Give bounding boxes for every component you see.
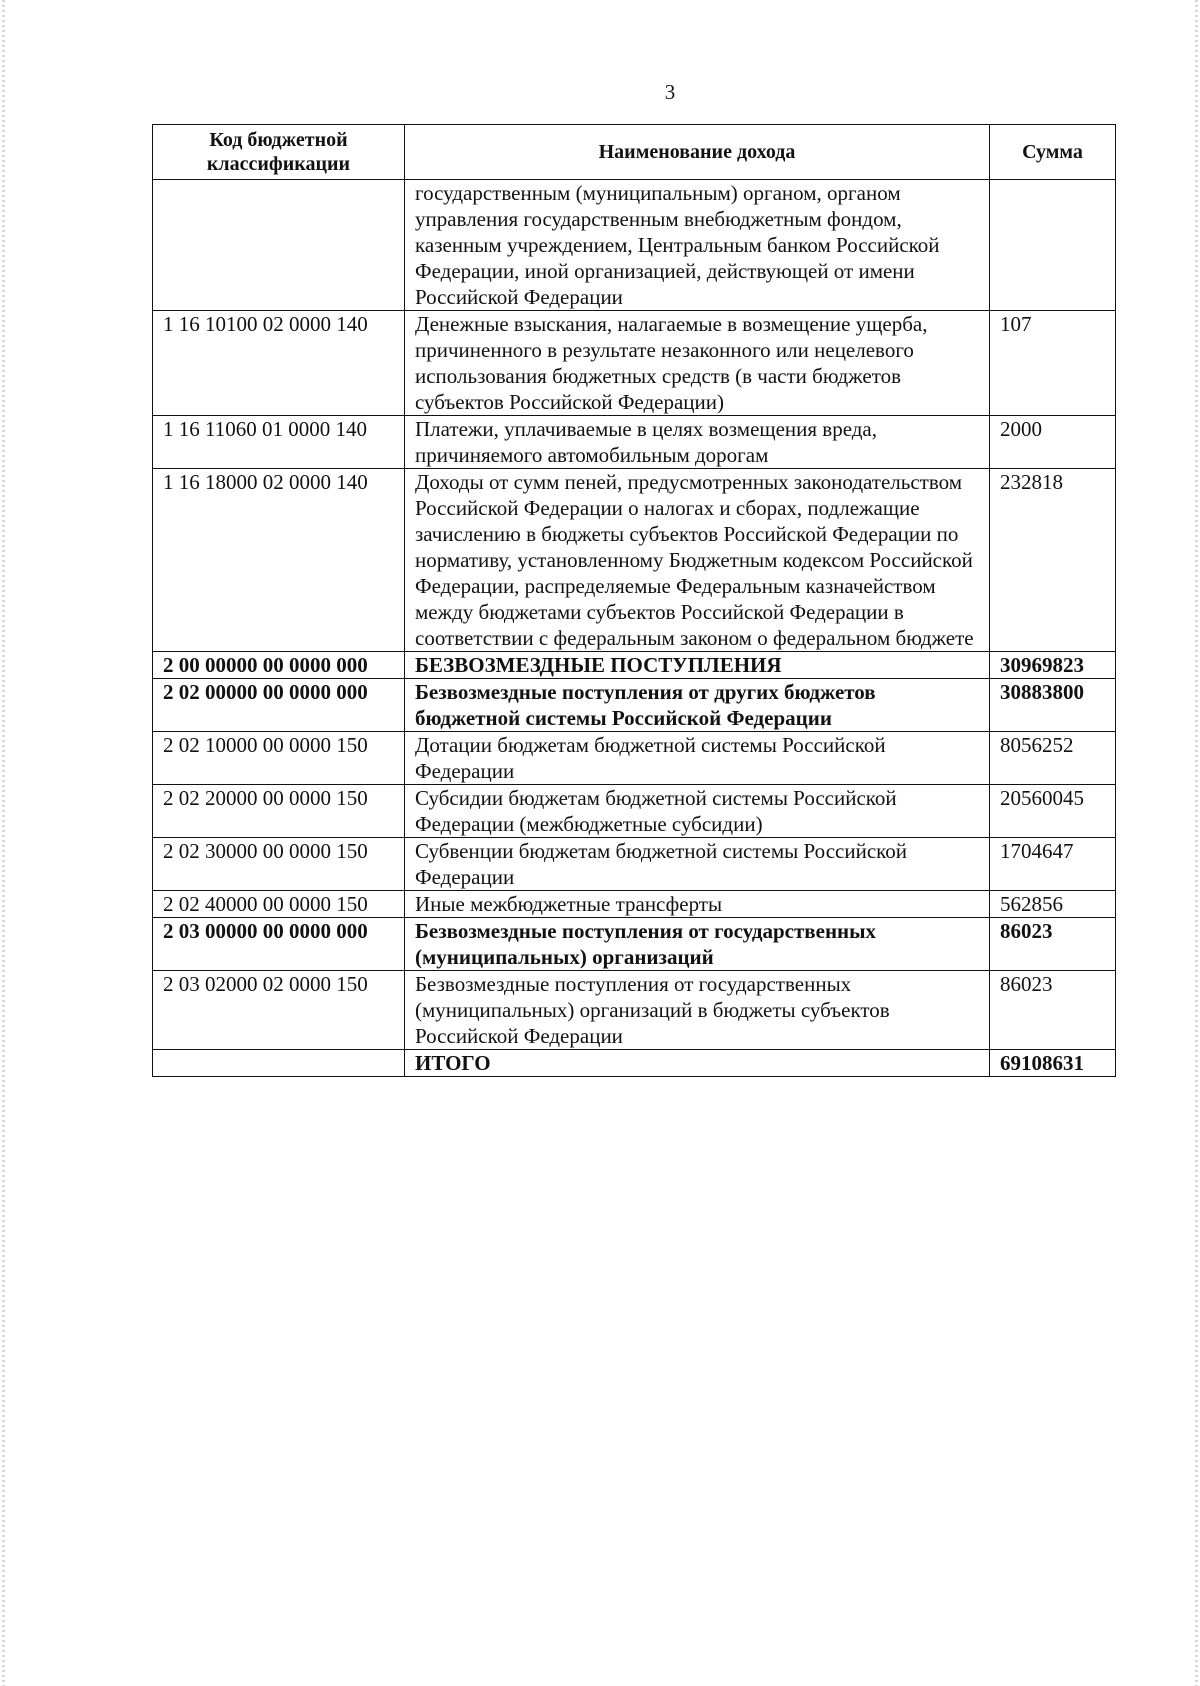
header-name: Наименование дохода [405,125,990,180]
table-body [153,180,1116,1050]
table-row [153,469,1116,652]
row-sum: 2000 [990,416,1116,469]
table-header-row [153,125,1116,180]
income-table [152,124,1116,1077]
row-name: Доходы от сумм пеней, предусмотренных законодательством Российской Федерации о налогах и сборах, подлежащие зачислению в бюджеты субъектов Российской Федерации по нормативу, установленному Бюджетным кодексом Российской Федерации, распределяемые Федеральным казначейством между бюджетами субъектов Российской Федерации в соответствии с федеральным законом о федеральном бюджете [405,469,990,652]
table-row [153,679,1116,732]
row-name: Платежи, уплачиваемые в целях возмещения вреда, причиняемого автомобильным дорогам [405,416,990,469]
row-name: Безвозмездные поступления от государственных (муниципальных) организаций в бюджеты субъектов Российской Федерации [405,971,990,1050]
row-name: Безвозмездные поступления от других бюджетов бюджетной системы Российской Федерации [405,679,990,732]
row-sum: 1704647 [990,838,1116,891]
row-code: 1 16 11060 01 0000 140 [153,416,405,469]
table-row [153,785,1116,838]
header-code: Код бюджетной классификации [153,125,405,180]
row-name: Денежные взыскания, налагаемые в возмещение ущерба, причиненного в результате незаконного или нецелевого использования бюджетных средств (в части бюджетов субъектов Российской Федерации) [405,311,990,416]
row-sum: 86023 [990,918,1116,971]
row-code: 2 03 00000 00 0000 000 [153,918,405,971]
row-code: 2 02 20000 00 0000 150 [153,785,405,838]
row-name: Субсидии бюджетам бюджетной системы Российской Федерации (межбюджетные субсидии) [405,785,990,838]
table-row [153,180,1116,311]
row-sum: 232818 [990,469,1116,652]
row-code: 2 00 00000 00 0000 000 [153,652,405,679]
total-sum: 69108631 [990,1050,1116,1077]
row-name: БЕЗВОЗМЕЗДНЫЕ ПОСТУПЛЕНИЯ [405,652,990,679]
row-code: 2 02 10000 00 0000 150 [153,732,405,785]
total-code [153,1050,405,1077]
row-name: Дотации бюджетам бюджетной системы Российской Федерации [405,732,990,785]
row-code: 2 02 40000 00 0000 150 [153,891,405,918]
row-code: 2 02 30000 00 0000 150 [153,838,405,891]
row-code: 1 16 18000 02 0000 140 [153,469,405,652]
row-code: 2 03 02000 02 0000 150 [153,971,405,1050]
row-code: 1 16 10100 02 0000 140 [153,311,405,416]
page-number: 3 [664,80,676,104]
row-sum [990,180,1116,311]
table-row [153,918,1116,971]
row-sum: 8056252 [990,732,1116,785]
table-total-row [153,1050,1116,1077]
header-sum: Сумма [990,125,1116,180]
total-label: ИТОГО [405,1050,990,1077]
table-row [153,838,1116,891]
row-sum: 30883800 [990,679,1116,732]
row-name: Иные межбюджетные трансферты [405,891,990,918]
row-sum: 86023 [990,971,1116,1050]
scan-edge-right [1195,0,1198,1686]
row-sum: 20560045 [990,785,1116,838]
table-row [153,416,1116,469]
row-sum: 562856 [990,891,1116,918]
row-sum: 107 [990,311,1116,416]
table-row [153,732,1116,785]
table-row [153,891,1116,918]
row-name: Безвозмездные поступления от государственных (муниципальных) организаций [405,918,990,971]
table-row [153,971,1116,1050]
row-sum: 30969823 [990,652,1116,679]
table-row [153,652,1116,679]
row-name: Субвенции бюджетам бюджетной системы Российской Федерации [405,838,990,891]
row-code [153,180,405,311]
row-name: государственным (муниципальным) органом, органом управления государственным внебюджетным фондом, казенным учреждением, Центральным банком Российской Федерации, иной организацией, действующей от имени Российской Федерации [405,180,990,311]
scan-edge-left [2,0,5,1686]
row-code: 2 02 00000 00 0000 000 [153,679,405,732]
table-row [153,311,1116,416]
